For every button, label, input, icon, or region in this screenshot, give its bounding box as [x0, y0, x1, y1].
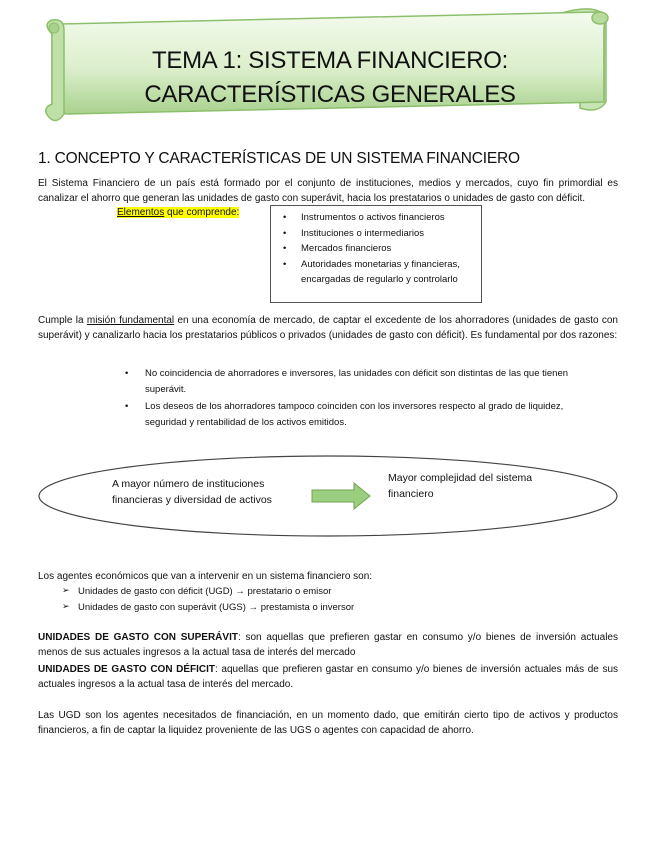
reasons-list	[118, 366, 578, 432]
page-title	[70, 44, 590, 112]
title-line-1: TEMA 1: SISTEMA FINANCIERO:	[152, 47, 508, 74]
elements-label-rest: que comprende:	[164, 207, 240, 218]
ugd-term: UNIDADES DE GASTO CON DÉFICIT	[38, 664, 216, 675]
element-item: • Autoridades monetarias y financieras, encargadas de regularlo y controlarlo	[277, 257, 475, 288]
right-arrow-icon	[312, 483, 370, 509]
mission-paragraph	[38, 313, 618, 343]
ugs-def: : son aquellas que prefieren gastar en consumo y/o bienes de inversión actuales menos de sus actuales ingresos a la actual tasa de interés del mercado	[38, 632, 618, 658]
closing-paragraph: Las UGD son los agentes necesitados de financiación, en un momento dado, que emitirán cierto tipo de activos y productos financieros, a fin de captar la liquidez proveniente de las UGS o agentes con capacidad de ahorro.	[38, 710, 618, 736]
elements-list	[277, 210, 475, 288]
element-item: • Instituciones o intermediarios	[277, 226, 475, 242]
element-item: • Mercados financieros	[277, 241, 475, 257]
ugd-def: : aquellas que prefieren gastar en consumo y/o bienes de inversión actuales más de sus actuales ingresos a la actual tasa de interés del mercado.	[38, 664, 619, 690]
agents-intro: Los agentes económicos que van a intervenir en un sistema financiero son:	[38, 571, 373, 582]
mission-post: en una economía de mercado, de captar el excedente de los ahorradores (unidades de gasto con superávit) y canalizarlo hacia los prestatarios públicos o privados (unidades de gasto con déficit). Es fundamental por dos razones:	[38, 315, 618, 341]
elements-box	[270, 205, 482, 303]
ugs-definition	[38, 630, 618, 660]
agent-item: ➢ Unidades de gasto con déficit (UGD) → prestatario o emisor	[62, 584, 354, 600]
section-heading: 1. CONCEPTO Y CARACTERÍSTICAS DE UN SISTEMA FINANCIERO	[38, 150, 520, 167]
diagram-right-text: Mayor complejidad del sistema financiero	[388, 472, 533, 500]
element-item: • Instrumentos o activos financieros	[277, 210, 475, 226]
ugs-term: UNIDADES DE GASTO CON SUPERÁVIT	[38, 632, 238, 643]
diagram-left-text: A mayor número de instituciones financieras y diversidad de activos	[112, 478, 272, 506]
mission-pre: Cumple la	[38, 315, 87, 326]
mission-underlined: misión fundamental	[86, 315, 175, 326]
agents-list	[62, 584, 354, 615]
reason-item: • Los deseos de los ahorradores tampoco coinciden con los inversores respecto al grado de liquidez, seguridad y rentabilidad de los activos emitidos.	[118, 399, 578, 430]
reason-item: • No coincidencia de ahorradores e inversores, las unidades con déficit son distintas de las que tienen superávit.	[118, 366, 578, 397]
ugd-definition	[38, 662, 618, 692]
elements-label-underlined: Elementos	[117, 207, 165, 218]
intro-paragraph: El Sistema Financiero de un país está formado por el conjunto de instituciones, medios y mercados, cuyo fin primordial es canalizar el ahorro que generan las unidades de gasto con superávit, hacia los prestatarios o unidades de gasto con déficit.	[38, 178, 618, 204]
elements-label	[117, 207, 239, 218]
agent-item: ➢ Unidades de gasto con superávit (UGS) → prestamista o inversor	[62, 600, 354, 616]
title-line-2: CARACTERÍSTICAS GENERALES	[144, 81, 516, 108]
